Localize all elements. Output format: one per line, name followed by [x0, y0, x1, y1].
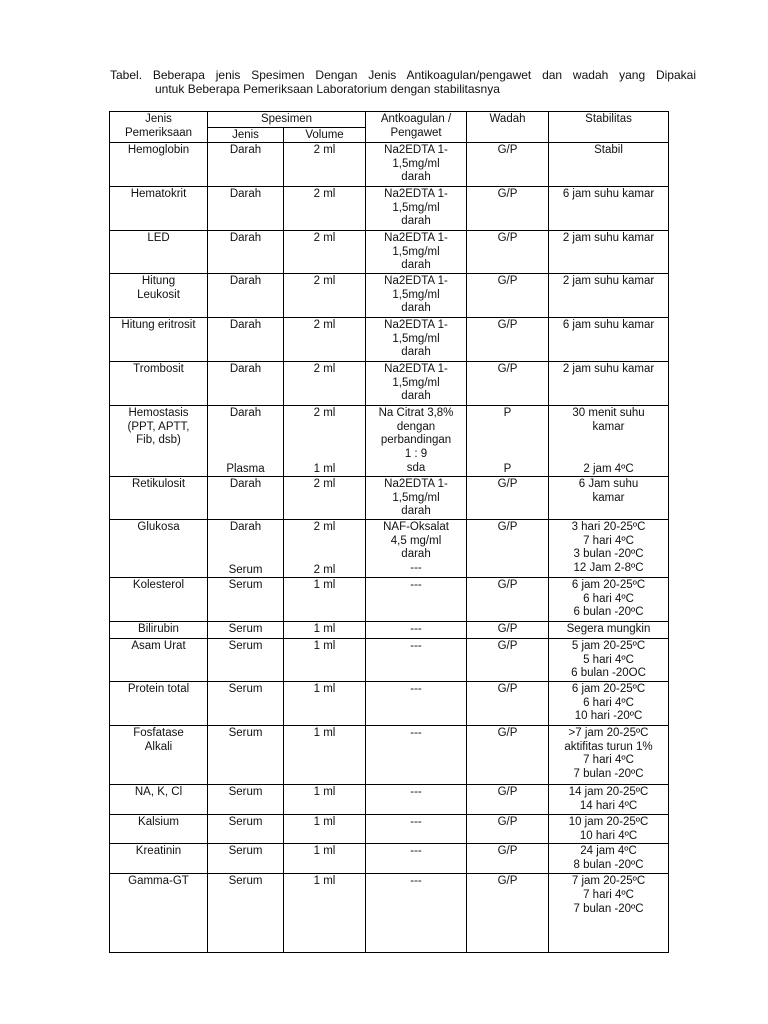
cell-stab-primary: 7 jam 20-25ºC 7 hari 4ºC 7 bulan -20ºC: [571, 875, 646, 915]
cell-jenis: [208, 815, 284, 844]
cell-anti: [366, 785, 467, 815]
cell-stab: [549, 362, 669, 406]
cell-anti: [366, 874, 467, 953]
cell-volume-primary: 2 ml: [313, 521, 336, 534]
cell-name: [110, 520, 208, 578]
cell-jenis-primary: Darah: [229, 232, 262, 245]
cell-jenis-secondary: Serum: [228, 563, 263, 576]
table-caption: [110, 68, 696, 96]
table-row: [110, 520, 669, 578]
cell-anti-primary: ---: [410, 875, 422, 888]
cell-wadah: [467, 406, 549, 477]
cell-jenis-primary: Darah: [229, 478, 262, 491]
cell-name: [110, 231, 208, 274]
table-row: [110, 274, 669, 318]
header-stabilitas: Stabilitas: [549, 112, 669, 143]
cell-jenis: [208, 844, 284, 874]
cell-wadah-primary: G/P: [497, 319, 518, 332]
cell-anti: [366, 318, 467, 362]
cell-anti: [366, 815, 467, 844]
cell-anti: [366, 622, 467, 639]
cell-stab-primary: 6 jam suhu kamar: [562, 188, 655, 201]
cell-anti-primary: Na2EDTA 1- 1,5mg/ml darah: [384, 275, 448, 315]
cell-volume-primary: 2 ml: [313, 363, 336, 376]
cell-stab-primary: 5 jam 20-25ºC 5 hari 4ºC 6 bulan -20OC: [571, 640, 646, 680]
cell-volume: [284, 187, 366, 231]
cell-name-primary: Trombosit: [133, 363, 184, 376]
cell-volume: [284, 477, 366, 520]
table-row: [110, 578, 669, 622]
cell-name: [110, 274, 208, 318]
cell-wadah: [467, 274, 549, 318]
cell-anti-primary: ---: [410, 683, 422, 696]
cell-wadah-primary: G/P: [497, 363, 518, 376]
cell-jenis: [208, 362, 284, 406]
cell-wadah: [467, 143, 549, 187]
cell-jenis: [208, 274, 284, 318]
cell-name: [110, 362, 208, 406]
table-row: [110, 622, 669, 639]
cell-jenis: [208, 682, 284, 726]
cell-volume: [284, 231, 366, 274]
cell-name-primary: Kolesterol: [132, 579, 185, 592]
cell-jenis: [208, 785, 284, 815]
table-row: [110, 406, 669, 477]
cell-name: [110, 477, 208, 520]
cell-name: [110, 187, 208, 231]
cell-jenis-secondary: Plasma: [226, 462, 265, 475]
cell-stab-primary: 14 jam 20-25ºC 14 hari 4ºC: [568, 786, 649, 812]
cell-anti: [366, 406, 467, 477]
cell-name-primary: Kalsium: [138, 816, 179, 829]
header-jenis: Jenis: [208, 127, 284, 143]
cell-jenis: [208, 726, 284, 785]
cell-volume-primary: 1 ml: [313, 727, 336, 740]
cell-anti: [366, 477, 467, 520]
cell-name-primary: Kreatinin: [135, 845, 182, 858]
cell-volume: [284, 578, 366, 622]
cell-wadah-secondary: P: [503, 462, 512, 475]
cell-jenis-primary: Serum: [228, 640, 263, 653]
header-antikoagulan: Antkoagulan / Pengawet: [366, 112, 467, 143]
cell-wadah-primary: G/P: [497, 478, 518, 491]
cell-stab: [549, 578, 669, 622]
cell-wadah-primary: G/P: [497, 275, 518, 288]
header-volume: Volume: [284, 127, 366, 143]
cell-jenis-primary: Darah: [229, 521, 262, 534]
cell-volume-primary: 1 ml: [313, 845, 336, 858]
cell-volume: [284, 682, 366, 726]
cell-stab: [549, 406, 669, 477]
cell-volume: [284, 362, 366, 406]
cell-wadah: [467, 362, 549, 406]
cell-stab: [549, 726, 669, 785]
cell-anti-primary: ---: [410, 786, 422, 799]
cell-anti: [366, 274, 467, 318]
cell-name-primary: Gamma-GT: [128, 875, 189, 888]
cell-wadah-primary: G/P: [497, 640, 518, 653]
cell-volume: [284, 406, 366, 477]
cell-stab-primary: 6 jam suhu kamar: [562, 319, 655, 332]
cell-name-primary: Hemoglobin: [127, 144, 190, 157]
cell-anti-primary: Na2EDTA 1- 1,5mg/ml darah: [384, 478, 448, 518]
cell-wadah-primary: G/P: [497, 845, 518, 858]
cell-stab-primary: 6 jam 20-25ºC 6 hari 4ºC 10 hari -20ºC: [571, 683, 646, 723]
table-row: [110, 726, 669, 785]
cell-jenis-primary: Darah: [229, 363, 262, 376]
cell-volume-secondary: 1 ml: [313, 462, 336, 475]
cell-name: [110, 622, 208, 639]
header-wadah: Wadah: [467, 112, 549, 143]
cell-stab: [549, 477, 669, 520]
cell-wadah: [467, 578, 549, 622]
cell-volume: [284, 274, 366, 318]
cell-volume: [284, 844, 366, 874]
cell-stab: [549, 143, 669, 187]
cell-volume: [284, 318, 366, 362]
cell-anti-primary: Na2EDTA 1- 1,5mg/ml darah: [384, 363, 448, 403]
cell-volume-primary: 1 ml: [313, 786, 336, 799]
cell-anti: [366, 520, 467, 578]
cell-wadah: [467, 318, 549, 362]
cell-anti-primary: Na Citrat 3,8% dengan perbandingan 1 : 9 sda: [378, 407, 454, 474]
cell-volume-primary: 1 ml: [313, 875, 336, 888]
cell-wadah: [467, 187, 549, 231]
cell-name: [110, 682, 208, 726]
cell-stab: [549, 274, 669, 318]
cell-jenis-primary: Darah: [229, 275, 262, 288]
cell-wadah-primary: G/P: [497, 232, 518, 245]
cell-stab-primary: 30 menit suhu kamar: [572, 407, 645, 433]
cell-wadah-primary: G/P: [497, 875, 518, 888]
cell-name-primary: NA, K, Cl: [134, 786, 183, 799]
cell-name: [110, 143, 208, 187]
table-row: [110, 477, 669, 520]
cell-stab: [549, 231, 669, 274]
caption-line-1: Tabel. Beberapa jenis Spesimen Dengan Jenis Antikoagulan/pengawet dan wadah yang Dipakai: [110, 68, 696, 82]
table-row: [110, 682, 669, 726]
header-spesimen: Spesimen: [208, 112, 366, 128]
cell-volume-primary: 2 ml: [313, 144, 336, 157]
cell-anti: [366, 143, 467, 187]
cell-stab: [549, 520, 669, 578]
cell-volume: [284, 143, 366, 187]
cell-anti-primary: ---: [410, 579, 422, 592]
cell-name: [110, 639, 208, 682]
cell-wadah-primary: G/P: [497, 579, 518, 592]
cell-anti: [366, 187, 467, 231]
cell-stab-primary: 6 Jam suhu kamar: [578, 478, 639, 504]
cell-jenis: [208, 874, 284, 953]
table-row: [110, 815, 669, 844]
cell-name-primary: Glukosa: [137, 521, 180, 534]
cell-anti-primary: ---: [410, 727, 422, 740]
cell-volume-primary: 2 ml: [313, 188, 336, 201]
cell-name-primary: Fosfatase Alkali: [133, 727, 184, 753]
cell-wadah-primary: G/P: [497, 623, 518, 636]
cell-jenis: [208, 406, 284, 477]
cell-name-primary: Hemostasis (PPT, APTT, Fib, dsb): [127, 407, 190, 447]
cell-anti-primary: NAF-Oksalat 4,5 mg/ml darah ---: [383, 521, 449, 574]
cell-name: [110, 844, 208, 874]
cell-volume-primary: 1 ml: [313, 579, 336, 592]
cell-volume-secondary: 2 ml: [313, 563, 336, 576]
cell-anti-primary: Na2EDTA 1- 1,5mg/ml darah: [384, 319, 448, 359]
cell-jenis-primary: Serum: [228, 579, 263, 592]
cell-wadah-primary: P: [503, 407, 512, 420]
cell-name-primary: Hitung eritrosit: [121, 319, 196, 332]
cell-volume-primary: 2 ml: [313, 319, 336, 332]
cell-wadah-primary: G/P: [497, 727, 518, 740]
table-row: [110, 362, 669, 406]
cell-stab: [549, 785, 669, 815]
cell-jenis-primary: Serum: [228, 845, 263, 858]
cell-anti-primary: Na2EDTA 1- 1,5mg/ml darah: [384, 232, 448, 272]
cell-jenis: [208, 477, 284, 520]
cell-volume-primary: 1 ml: [313, 816, 336, 829]
cell-wadah: [467, 477, 549, 520]
cell-jenis-primary: Serum: [228, 623, 263, 636]
cell-stab-primary: 2 jam suhu kamar: [562, 232, 655, 245]
cell-volume: [284, 520, 366, 578]
cell-jenis: [208, 520, 284, 578]
cell-anti-primary: ---: [410, 845, 422, 858]
cell-jenis-primary: Serum: [228, 875, 263, 888]
cell-wadah: [467, 815, 549, 844]
cell-jenis: [208, 639, 284, 682]
cell-jenis: [208, 231, 284, 274]
cell-stab: [549, 682, 669, 726]
table-row: [110, 639, 669, 682]
cell-jenis: [208, 622, 284, 639]
cell-stab: [549, 639, 669, 682]
cell-name: [110, 318, 208, 362]
table-row: [110, 187, 669, 231]
cell-wadah-primary: G/P: [497, 188, 518, 201]
cell-stab-primary: 6 jam 20-25ºC 6 hari 4ºC 6 bulan -20ºC: [571, 579, 646, 619]
cell-stab-primary: >7 jam 20-25ºC aktifitas turun 1% 7 hari 4ºC 7 bulan -20ºC: [564, 727, 653, 780]
cell-volume: [284, 639, 366, 682]
cell-stab: [549, 622, 669, 639]
cell-jenis-primary: Serum: [228, 786, 263, 799]
cell-stab: [549, 815, 669, 844]
cell-wadah-primary: G/P: [497, 683, 518, 696]
table-row: [110, 785, 669, 815]
cell-wadah: [467, 844, 549, 874]
cell-name: [110, 874, 208, 953]
cell-volume-primary: 2 ml: [313, 407, 336, 420]
cell-name: [110, 578, 208, 622]
table-row: [110, 844, 669, 874]
cell-wadah: [467, 682, 549, 726]
cell-jenis: [208, 318, 284, 362]
cell-stab: [549, 187, 669, 231]
cell-name-primary: LED: [147, 232, 170, 245]
cell-anti-primary: Na2EDTA 1- 1,5mg/ml darah: [384, 144, 448, 184]
caption-line-2: untuk Beberapa Pemeriksaan Laboratorium dengan stabilitasnya: [155, 82, 500, 96]
cell-volume: [284, 622, 366, 639]
cell-wadah: [467, 520, 549, 578]
cell-volume-primary: 2 ml: [313, 232, 336, 245]
table-row: [110, 318, 669, 362]
cell-jenis-primary: Serum: [228, 816, 263, 829]
cell-anti: [366, 231, 467, 274]
cell-wadah-primary: G/P: [497, 521, 518, 534]
cell-wadah: [467, 874, 549, 953]
header-jenis-pemeriksaan: Jenis Pemeriksaan: [110, 112, 208, 143]
cell-wadah: [467, 622, 549, 639]
cell-jenis-primary: Darah: [229, 144, 262, 157]
cell-wadah-primary: G/P: [497, 816, 518, 829]
cell-stab-primary: 2 jam suhu kamar: [562, 275, 655, 288]
cell-anti-primary: ---: [410, 640, 422, 653]
cell-jenis-primary: Darah: [229, 407, 262, 420]
cell-jenis-primary: Darah: [229, 319, 262, 332]
cell-wadah: [467, 726, 549, 785]
cell-name-primary: Hitung Leukosit: [137, 275, 180, 301]
specimen-table: [109, 111, 669, 953]
cell-volume: [284, 815, 366, 844]
cell-volume-primary: 1 ml: [313, 623, 336, 636]
cell-volume-primary: 2 ml: [313, 478, 336, 491]
cell-stab-primary: Stabil: [594, 144, 623, 157]
cell-anti: [366, 639, 467, 682]
cell-stab-primary: Segera mungkin: [566, 623, 651, 636]
cell-anti-primary: ---: [410, 623, 422, 636]
cell-jenis-primary: Serum: [228, 727, 263, 740]
cell-stab: [549, 874, 669, 953]
cell-stab-secondary: 2 jam 4ºC: [583, 462, 634, 475]
cell-jenis-primary: Serum: [228, 683, 263, 696]
cell-anti: [366, 844, 467, 874]
cell-anti-primary: ---: [410, 816, 422, 829]
cell-anti: [366, 682, 467, 726]
cell-wadah: [467, 785, 549, 815]
cell-volume-primary: 1 ml: [313, 640, 336, 653]
cell-name: [110, 785, 208, 815]
cell-name-primary: Hematokrit: [130, 188, 187, 201]
cell-jenis-primary: Darah: [229, 188, 262, 201]
cell-name-primary: Bilirubin: [138, 623, 179, 636]
cell-volume: [284, 874, 366, 953]
cell-stab-primary: 10 jam 20-25ºC 10 hari 4ºC: [568, 816, 649, 842]
cell-jenis: [208, 578, 284, 622]
cell-anti: [366, 362, 467, 406]
table-row: [110, 143, 669, 187]
cell-anti: [366, 578, 467, 622]
cell-jenis: [208, 143, 284, 187]
table-row: [110, 874, 669, 953]
cell-wadah-primary: G/P: [497, 144, 518, 157]
cell-jenis: [208, 187, 284, 231]
cell-volume-primary: 2 ml: [313, 275, 336, 288]
cell-wadah: [467, 639, 549, 682]
cell-name: [110, 406, 208, 477]
table-row: [110, 231, 669, 274]
cell-volume-primary: 1 ml: [313, 683, 336, 696]
cell-name: [110, 726, 208, 785]
cell-volume: [284, 785, 366, 815]
cell-stab: [549, 844, 669, 874]
cell-anti: [366, 726, 467, 785]
cell-name-primary: Protein total: [127, 683, 190, 696]
cell-name-primary: Asam Urat: [131, 640, 186, 653]
cell-volume: [284, 726, 366, 785]
header-row-1: [110, 112, 669, 128]
cell-anti-primary: Na2EDTA 1- 1,5mg/ml darah: [384, 188, 448, 228]
cell-name-primary: Retikulosit: [131, 478, 186, 491]
cell-name: [110, 815, 208, 844]
cell-stab-primary: 2 jam suhu kamar: [562, 363, 655, 376]
cell-stab-primary: 24 jam 4ºC 8 bulan -20ºC: [573, 845, 644, 871]
cell-stab: [549, 318, 669, 362]
cell-stab-primary: 3 hari 20-25ºC 7 hari 4ºC 3 bulan -20ºC 12 Jam 2-8ºC: [571, 521, 646, 574]
cell-wadah-primary: G/P: [497, 786, 518, 799]
cell-wadah: [467, 231, 549, 274]
